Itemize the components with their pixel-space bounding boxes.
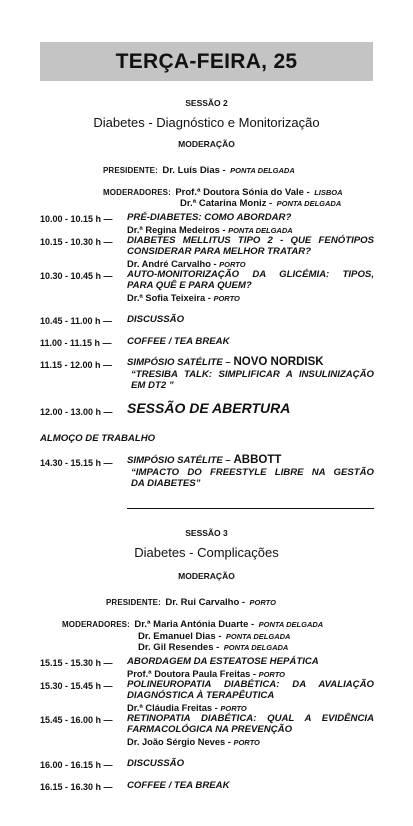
president-line: PRESIDENTE: Dr. Luís Dias - PONTA DELGADA [103,165,295,176]
page-title: TERÇA-FEIRA, 25 [115,49,298,73]
session-title: Diabetes - Diagnóstico e Monitorização [93,115,320,130]
item-speaker: Dr.ª Sofia Teixeira - PORTO [127,293,240,303]
item-time: 10.45 - 11.00 h — [40,316,113,326]
lunch-label: ALMOÇO DE TRABALHO [40,433,156,444]
divider [127,508,374,509]
item-title: POLINEUROPATIA DIABÉTICA: DA AVALIAÇÃO [127,679,374,690]
coffee-label: COFFEE / TEA BREAK [127,336,230,347]
moderators-line: MODERADORES: Dr.ª Maria Antónia Duarte - PONTA DELGADA [62,619,324,630]
item-time: 10.00 - 10.15 h — [40,214,113,224]
session-label: SESSÃO 2 [185,98,228,108]
session-title: Diabetes - Complicações [134,545,279,560]
item-time: 11.15 - 12.00 h — [40,360,113,370]
moderator-line: Dr. Emanuel Dias - PONTA DELGADA [138,631,291,642]
item-time: 10.15 - 10.30 h — [40,237,113,247]
item-title-cont: PARA QUÊ E PARA QUEM? [127,280,252,291]
item-title: DIABETES MELLITUS TIPO 2 - QUE FENÓTIPOS [127,235,374,246]
item-speaker: Dr. André Carvalho - PORTO [127,259,246,269]
item-speaker: Dr.ª Cláudia Freitas - PORTO [127,703,247,713]
item-title-cont: CONSIDERAR PARA MELHOR TRATAR? [127,246,312,257]
item-time: 12.00 - 13.00 h — [40,407,113,417]
symposium-subtitle-cont: DA DIABETES” [131,478,201,489]
item-title: RETINOPATIA DIABÉTICA: QUAL A EVIDÊNCIA [127,713,374,724]
item-time: 15.45 - 16.00 h — [40,715,113,725]
moderators-line: MODERADORES: Prof.ª Doutora Sónia do Vale - LISBOA [103,187,343,198]
item-title: PRÉ-DIABETES: COMO ABORDAR? [127,212,292,223]
item-time: 11.00 - 11.15 h — [40,338,112,348]
symposium-subtitle-cont: EM DT2 ” [131,380,174,391]
item-title-cont: DIAGNÓSTICA À TERAPÊUTICA [127,690,275,701]
item-time: 15.30 - 15.45 h — [40,681,113,691]
item-time: 16.15 - 16.30 h — [40,782,113,792]
moderation-label: MODERAÇÃO [178,139,235,149]
item-title-cont: FARMACOLÓGICA NA PREVENÇÃO [127,724,293,735]
coffee-label: COFFEE / TEA BREAK [127,780,230,791]
item-time: 15.15 - 15.30 h — [40,658,113,668]
day-header [40,42,373,81]
item-title: ABORDAGEM DA ESTEATOSE HEPÁTICA [127,656,319,667]
symposium-title: SIMPÓSIO SATÉLITE – ABBOTT [127,454,282,466]
symposium-subtitle: “IMPACTO DO FREESTYLE LIBRE NA GESTÃO [131,467,374,478]
item-speaker: Prof.ª Doutora Paula Freitas - PORTO [127,669,285,679]
session-label: SESSÃO 3 [185,528,228,538]
president-line: PRESIDENTE: Dr. Rui Carvalho - PORTO [106,597,276,608]
discussion-label: DISCUSSÃO [127,758,185,769]
item-time: 10.30 - 10.45 h — [40,271,113,281]
moderator-line: Dr. Gil Resendes - PONTA DELGADA [138,642,289,653]
item-speaker: Dr.ª Regina Medeiros - PONTA DELGADA [127,225,293,235]
symposium-title: SIMPÓSIO SATÉLITE – NOVO NORDISK [127,356,324,368]
item-speaker: Dr. João Sérgio Neves - PORTO [127,737,260,747]
moderation-label: MODERAÇÃO [178,571,235,581]
item-time: 16.00 - 16.15 h — [40,760,113,770]
discussion-label: DISCUSSÃO [127,314,185,325]
item-time: 14.30 - 15.15 h — [40,458,113,468]
item-title: AUTO-MONITORIZAÇÃO DA GLICÉMIA: TIPOS, [127,269,374,280]
symposium-subtitle: “TRESIBA TALK: SIMPLIFICAR A INSULINIZAÇÃO [131,369,374,380]
moderator-line: Dr.ª Catarina Moniz - PONTA DELGADA [180,198,342,209]
opening-label: SESSÃO DE ABERTURA [127,400,291,416]
